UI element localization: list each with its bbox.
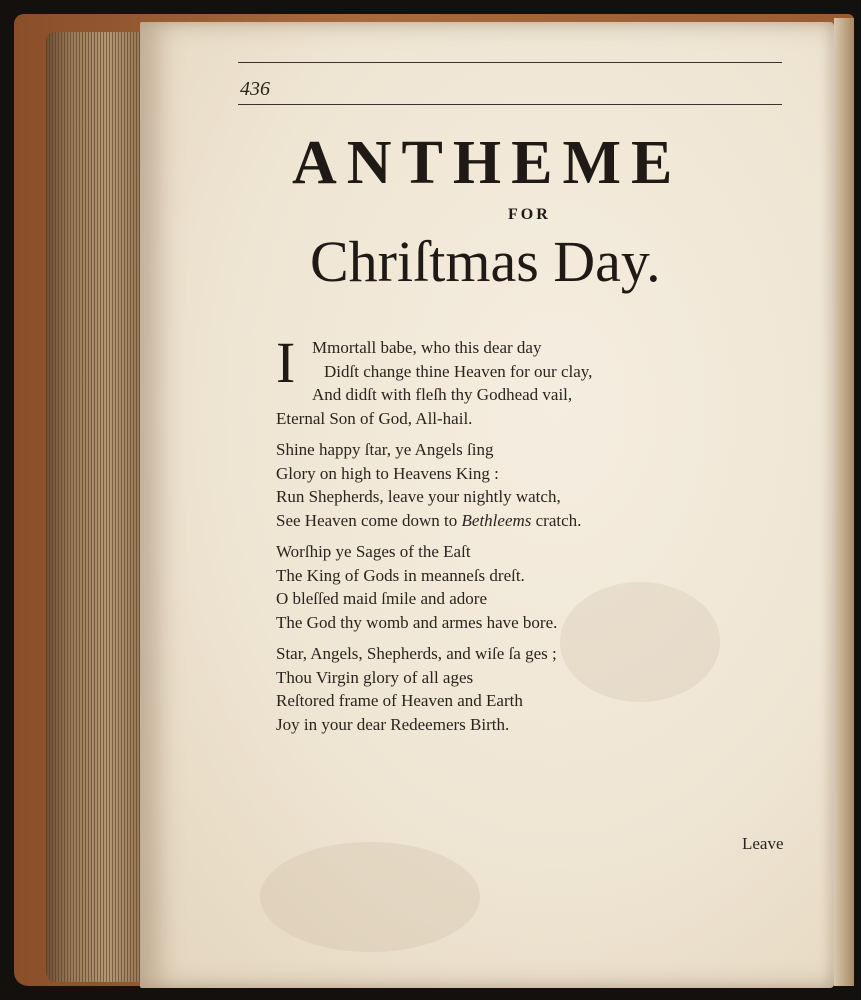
poem-line: And didſt with fleſh thy Godhead vail, [312, 385, 573, 405]
catchword: Leave [742, 834, 784, 853]
page-edges [46, 32, 150, 982]
poem-line: Thou Virgin glory of all ages [276, 667, 474, 687]
title-antheme: ANTHEME [292, 129, 683, 197]
title-for: FOR [508, 206, 551, 223]
poem-line: Joy in your dear Redeemers Birth. [276, 714, 510, 734]
header-rule-top [238, 62, 782, 63]
paper-stain [260, 842, 480, 952]
poem-line: The God thy womb and armes have bore. [276, 612, 558, 632]
poem-line: Reſtored frame of Heaven and Earth [276, 691, 523, 711]
poem-line: Eternal Son of God, All-hail. [276, 408, 473, 428]
drop-cap: I [276, 330, 296, 395]
stanza-4 [276, 642, 676, 736]
poem-line: Star, Angels, Shepherds, and wiſe ſa ges ; [276, 644, 557, 663]
poem-line: Didſt change thine Heaven for our clay, [324, 361, 593, 381]
poem-line: Glory on high to Heavens King : [276, 463, 499, 483]
poem-line: O bleſſed maid ſmile and adore [276, 589, 488, 609]
stanza-2 [276, 438, 676, 532]
stanza-1 [276, 330, 676, 430]
page-number: 436 [240, 78, 270, 100]
next-page-edge [834, 18, 854, 986]
poem-line: See Heaven come down to Bethleems cratch. [276, 510, 582, 530]
poem-line: Mmortall babe, who this dear day [312, 338, 542, 357]
poem-line: Worſhip ye Sages of the Eaſt [276, 542, 471, 561]
poem-line: The King of Gods in meanneſs dreſt. [276, 565, 525, 585]
stanza-3 [276, 540, 676, 634]
poem-line: Run Shepherds, leave your nightly watch, [276, 487, 561, 507]
header-rule-bottom [238, 104, 782, 105]
poem-line: Shine happy ſtar, ye Angels ſing [276, 440, 494, 459]
title-christmas-day: Chriſtmas Day. [310, 229, 661, 294]
place-name: Bethleems [461, 510, 532, 530]
